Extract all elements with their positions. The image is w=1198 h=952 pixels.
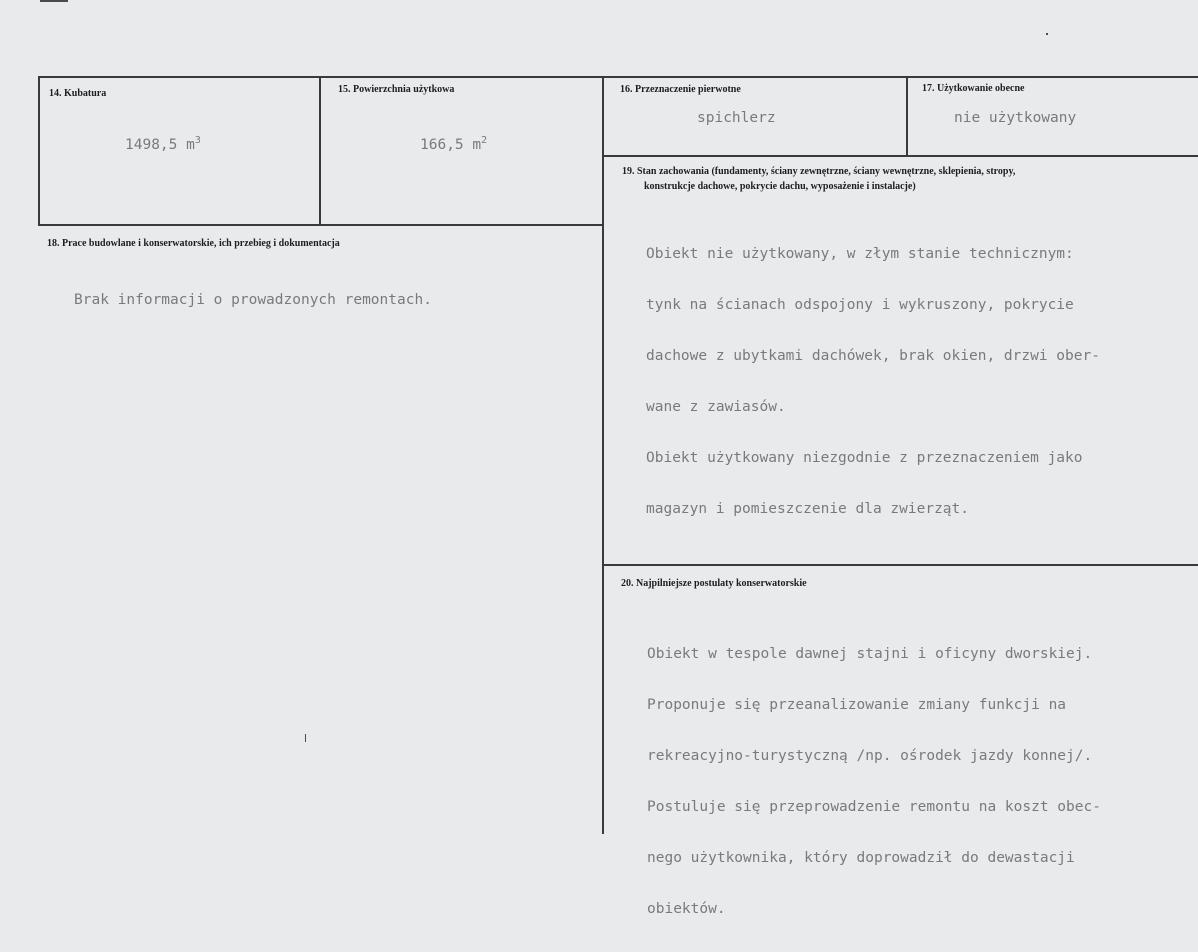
- condition-line: wane z zawiasów.: [646, 399, 786, 415]
- condition-line: Obiekt nie użytkowany, w złym stanie technicznym:: [646, 246, 1074, 262]
- stray-pen-mark: [305, 734, 306, 742]
- top-rule: [38, 76, 1198, 78]
- field-16-label: 16. Przeznaczenie pierwotne: [620, 84, 741, 95]
- postulate-line: Postuluje się przeprowadzenie remontu na koszt obec-: [647, 799, 1101, 815]
- condition-line: magazyn i pomieszczenie dla zwierząt.: [646, 501, 970, 517]
- center-divider: [602, 76, 604, 834]
- postulate-line: nego użytkownika, który doprowadził do dewastacji: [647, 850, 1075, 866]
- condition-line: dachowe z ubytkami dachówek, brak okien, drzwi ober-: [646, 348, 1100, 364]
- condition-line: Obiekt użytkowany niezgodnie z przeznaczeniem jako: [646, 450, 1083, 466]
- field-18-label: 18. Prace budowlane i konserwatorskie, ich przebieg i dokumentacja: [47, 238, 340, 249]
- rule-below-14-15: [38, 224, 604, 226]
- postulate-line: obiektów.: [647, 901, 726, 917]
- cubature-unit-exponent: 3: [194, 135, 201, 146]
- field-17-label: 17. Użytkowanie obecne: [922, 83, 1025, 94]
- divider-16-17: [906, 76, 908, 156]
- rule-below-16-17: [603, 155, 1198, 157]
- field-14-value: [125, 132, 201, 154]
- stray-dot-mark: [1046, 33, 1048, 35]
- postulate-line: Proponuje się przeanalizowanie zmiany funkcji na: [647, 697, 1067, 713]
- field-19-text: [646, 212, 1100, 552]
- field-20-label: 20. Najpilniejsze postulaty konserwatorskie: [621, 578, 807, 589]
- field-15-value: [420, 132, 487, 154]
- field-17-value: nie użytkowany: [954, 110, 1077, 126]
- area-unit-exponent: 2: [481, 135, 488, 146]
- field-20-text: [647, 612, 1101, 952]
- field-19-label-line1: 19. Stan zachowania (fundamenty, ściany zewnętrzne, ściany wewnętrzne, sklepienia, stropy,: [622, 166, 1016, 177]
- area-value: 166,5 m: [420, 137, 482, 153]
- field-14-label: 14. Kubatura: [49, 88, 107, 99]
- field-16-value: spichlerz: [697, 110, 776, 126]
- postulate-line: rekreacyjno-turystyczną /np. ośrodek jazdy konnej/.: [647, 748, 1093, 764]
- postulate-line: Obiekt w tespole dawnej stajni i oficyny dworskiej.: [647, 646, 1093, 662]
- field-19-label-line2: konstrukcje dachowe, pokrycie dachu, wyposażenie i instalacje): [644, 181, 916, 192]
- field-15-label: 15. Powierzchnia użytkowa: [338, 84, 455, 95]
- divider-14-15: [319, 76, 321, 226]
- left-border: [38, 76, 40, 226]
- cubature-value: 1498,5 m: [125, 137, 195, 153]
- top-edge-mark: [40, 0, 68, 2]
- rule-above-20: [603, 564, 1198, 566]
- condition-line: tynk na ścianach odspojony i wykruszony, pokrycie: [646, 297, 1074, 313]
- field-18-value: Brak informacji o prowadzonych remontach.: [74, 292, 432, 308]
